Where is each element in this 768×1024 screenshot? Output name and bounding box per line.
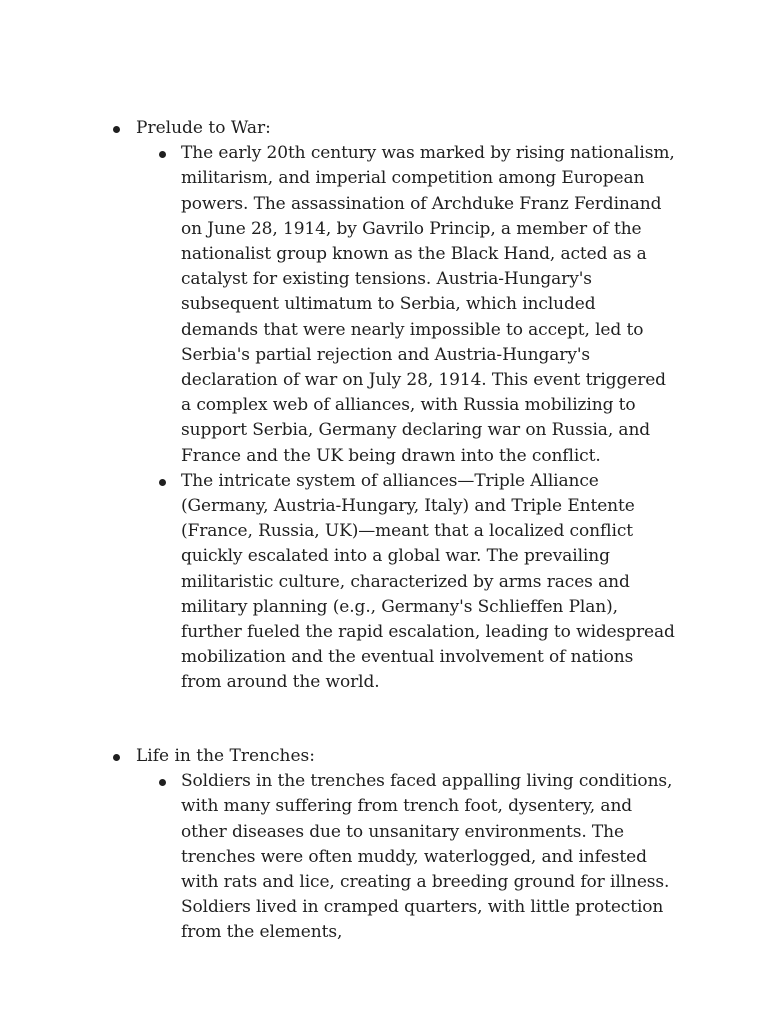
section-life-in-the-trenches <box>0 744 768 946</box>
bullet-icon <box>113 126 120 133</box>
section-prelude-to-war <box>0 116 768 696</box>
bullet-icon <box>159 779 166 786</box>
topic-heading: Life in the Trenches: <box>136 746 315 766</box>
list-item-text: Soldiers in the trenches faced appalling living conditions, with many suffering from trench foot, dysentery, and other diseases due to unsanitary environments. The trenches were often muddy, waterlogged, and infested with rats and lice, creating a breeding ground for illness. Soldiers lived in cramped quarters, with little protection from the elements, <box>181 771 673 943</box>
bullet-icon <box>159 479 166 486</box>
list-item <box>0 469 675 696</box>
topic-item <box>0 116 768 141</box>
list-item <box>0 769 675 945</box>
list-item <box>0 141 675 469</box>
bullet-icon <box>113 754 120 761</box>
topic-heading: Prelude to War: <box>136 118 271 138</box>
bullet-icon <box>159 151 166 158</box>
list-item-text: The intricate system of alliances—Triple Alliance (Germany, Austria-Hungary, Italy) and Triple Entente (France, Russia, UK)—meant that a localized conflict quickly escalated into a global war. The prevailing militaristic culture, characterized by arms races and military planning (e.g., Germany's Schlieffen Plan), further fueled the rapid escalation, leading to widespread mobilization and the eventual involvement of nations from around the world. <box>181 470 675 693</box>
topic-item <box>0 744 768 769</box>
list-item-text: The early 20th century was marked by rising nationalism, militarism, and imperial competition among European powers. The assassination of Archduke Franz Ferdinand on June 28, 1914, by Gavrilo Princip, a member of the nationalist group known as the Black Hand, acted as a catalyst for existing tensions. Austria-Hungary's subsequent ultimatum to Serbia, which included demands that were nearly impossible to accept, led to Serbia's partial rejection and Austria-Hungary's declaration of war on July 28, 1914. This event triggered a complex web of alliances, with Russia mobilizing to support Serbia, Germany declaring war on Russia, and France and the UK being drawn into the conflict. <box>181 143 675 466</box>
